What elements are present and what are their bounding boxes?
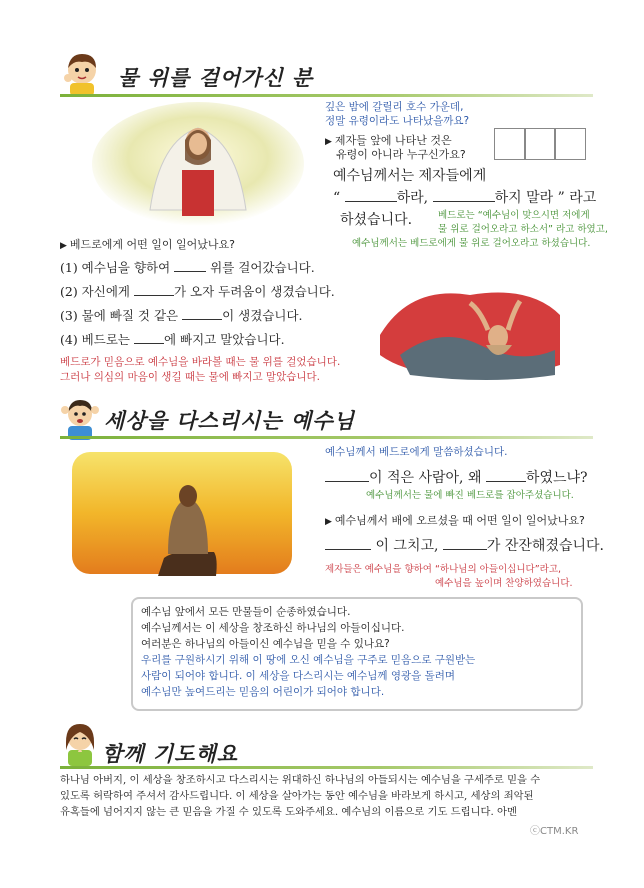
section2-note: 예수님께서는 물에 빠진 베드로를 잡아주셨습니다. [366, 490, 574, 501]
peter-note-2: 물 위로 걸어오라고 하소서” 라고 하였고, [438, 224, 608, 235]
question1-line2: 유령이 아니라 누구신가요? [336, 148, 466, 161]
disciples-2: 예수님을 높이며 찬양하였습니다. [435, 578, 573, 589]
section2-answer-line: 이 그치고, 가 잔잔해졌습니다. [325, 535, 604, 555]
section1-intro-2: 정말 유령이라도 나타났을까요? [325, 115, 470, 127]
summary-line-2: 예수님께서는 이 세상을 창조하신 하나님의 아들이십니다. [141, 622, 405, 634]
prayer-line-3: 유혹들에 넘어지지 않는 큰 믿음을 가질 수 있도록 도와주세요. 예수님의 이름으로 기도 드립니다. 아멘 [60, 806, 517, 818]
prayer-text [60, 772, 600, 820]
section1-title: 물 위를 걸어가신 분 [118, 65, 314, 90]
answer-box-1[interactable] [494, 128, 526, 160]
question1: ▶ 제자들 앞에 나타난 것은 [325, 134, 452, 147]
blank-2-1[interactable] [325, 469, 369, 482]
jesus-said-line: 예수님께서는 제자들에게 [333, 168, 487, 184]
answer-box-2[interactable] [524, 128, 556, 160]
summary-line-3: 여러분은 하나님의 아들이신 예수님을 믿을 수 있나요? [141, 638, 390, 650]
peter-note-1: 베드로는 “예수님이 맞으시면 저에게 [438, 210, 590, 221]
summary-line-5: 사람이 되어야 합니다. 이 세상을 다스리시는 예수님께 영광을 돌려며 [141, 670, 456, 682]
item-1: (1) 예수님을 향하여 위를 걸어갔습니다. [60, 260, 315, 275]
disciples-1: 제자들은 예수님을 향하여 “하나님의 아들이십니다”라고, [325, 564, 562, 575]
item-4: (4) 베드로는 에 빠지고 말았습니다. [60, 332, 285, 347]
boy-mascot [60, 396, 100, 440]
jesus-boat-sunset-illustration [68, 448, 296, 578]
prayer-line-2: 있도록 허락하여 주셔서 감사드립니다. 이 세상을 살아가는 동안 예수님을 바라보게 하시고, 세상의 죄악된 [60, 790, 534, 802]
peter-note-3: 예수님께서는 베드로에게 물 위로 걸어오라고 하셨습니다. [352, 238, 591, 249]
sinking-peter-illustration [380, 275, 560, 385]
jesus-quote-line: “ 하라, 하지 말라 ” 라고 [333, 190, 597, 206]
section3-title: 함께 기도해요 [102, 741, 239, 766]
answer-box-3[interactable] [554, 128, 586, 160]
section1-rule [60, 94, 593, 97]
lesson-1: 베드로가 믿음으로 예수님을 바라볼 때는 물 위를 걸었습니다. [60, 356, 341, 368]
praying-girl-mascot [60, 722, 100, 766]
blank-item-2[interactable] [134, 283, 174, 296]
blank-1[interactable] [345, 189, 397, 202]
blank-item-1[interactable] [174, 259, 206, 272]
summary-line-6: 예수님만 높여드리는 믿음의 어린이가 되어야 합니다. [141, 686, 385, 698]
jesus-illustration [90, 100, 305, 228]
said-text: 하셨습니다. [340, 212, 413, 228]
blank-2-2[interactable] [486, 469, 526, 482]
section1-intro-1: 깊은 밤에 갈릴리 호수 가운데, [325, 101, 464, 113]
section2-title: 세상을 다스리시는 예수님 [104, 408, 355, 433]
lesson-2: 그러나 의심의 마음이 생길 때는 물에 빠지고 말았습니다. [60, 371, 320, 383]
summary-line-1: 예수님 앞에서 모든 만물들이 순종하였습니다. [141, 606, 351, 618]
blank-2-4[interactable] [443, 537, 487, 550]
copyright: ⓒCTM.KR [530, 826, 579, 837]
blank-item-3[interactable] [182, 307, 222, 320]
jesus-quote-2: 이 적은 사람아, 왜 하였느냐? [325, 467, 588, 487]
prayer-line-1: 하나님 아버지, 이 세상을 창조하시고 다스리시는 위대하신 하나님의 아들되시는 예수님을 구세주로 믿을 수 [60, 774, 541, 786]
blank-2[interactable] [433, 189, 495, 202]
question2: ▶ 베드로에게 어떤 일이 일어났나요? [60, 238, 236, 251]
blank-2-3[interactable] [325, 537, 371, 550]
blank-item-4[interactable] [134, 331, 164, 344]
item-2: (2) 자신에게 가 오자 두려움이 생겼습니다. [60, 284, 335, 299]
girl-mascot-1 [60, 50, 104, 96]
summary-line-4: 우리를 구원하시기 위해 이 땅에 오신 예수님을 구주로 믿음으로 구원받는 [141, 654, 476, 666]
section3-rule [60, 766, 593, 769]
item-3: (3) 물에 빠질 것 같은 이 생겼습니다. [60, 308, 303, 323]
section2-intro: 예수님께서 베드로에게 말씀하셨습니다. [325, 446, 508, 458]
section2-rule [60, 436, 593, 439]
section2-question: ▶ 예수님께서 배에 오르셨을 때 어떤 일이 일어났나요? [325, 514, 585, 527]
